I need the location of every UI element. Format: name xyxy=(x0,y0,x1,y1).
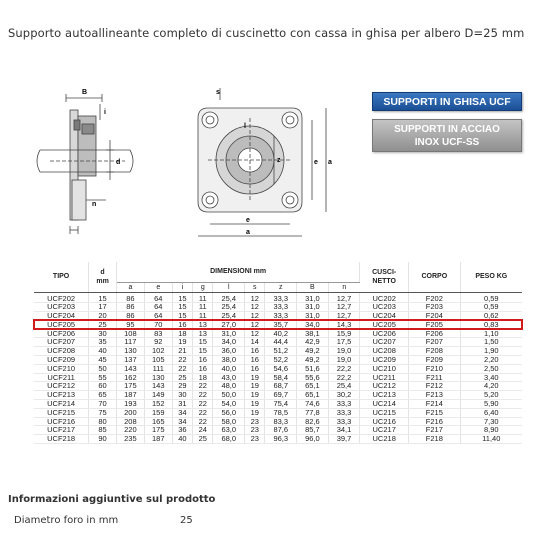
table-cell: UC202 xyxy=(360,292,409,303)
table-cell: 17,5 xyxy=(328,338,360,347)
dim-label-a-vertical: a xyxy=(328,159,332,166)
table-cell: UC206 xyxy=(360,329,409,338)
table-cell: 12 xyxy=(245,312,265,321)
table-cell: 38,0 xyxy=(213,356,245,365)
table-cell: 17 xyxy=(89,303,117,312)
table-cell: 193 xyxy=(116,400,144,409)
table-cell: UC211 xyxy=(360,373,409,382)
table-cell: UCF211 xyxy=(34,373,89,382)
table-cell: 25,4 xyxy=(213,303,245,312)
table-cell: 16 xyxy=(172,320,192,329)
table-cell: 20 xyxy=(89,312,117,321)
table-cell: 87,6 xyxy=(265,426,297,435)
table-cell: 86 xyxy=(116,292,144,303)
dim-label-B: B xyxy=(82,89,88,96)
table-cell: 22 xyxy=(193,417,213,426)
table-cell: 15 xyxy=(172,292,192,303)
table-cell: 85 xyxy=(89,426,117,435)
table-cell: 33,3 xyxy=(328,417,360,426)
table-cell: UC218 xyxy=(360,435,409,444)
table-cell: 23 xyxy=(245,417,265,426)
subheader-b-7: B xyxy=(297,282,329,292)
table-cell: 31,0 xyxy=(297,303,329,312)
table-cell: 16 xyxy=(193,364,213,373)
table-cell: 11 xyxy=(193,303,213,312)
table-cell: 7,30 xyxy=(460,417,522,426)
table-cell: 19 xyxy=(245,408,265,417)
table-cell: 25 xyxy=(89,320,117,329)
table-cell: 111 xyxy=(144,364,172,373)
table-cell: 34,0 xyxy=(213,338,245,347)
subheader-a-0: a xyxy=(116,282,144,292)
table-cell: 24 xyxy=(193,426,213,435)
table-cell: 12 xyxy=(245,329,265,338)
table-cell: 56,0 xyxy=(213,408,245,417)
dim-label-n: n xyxy=(92,201,97,208)
table-cell: 35 xyxy=(89,338,117,347)
dim-label-a-horizontal: a xyxy=(246,229,250,236)
table-cell: 29 xyxy=(172,382,192,391)
table-cell: F215 xyxy=(409,408,461,417)
page-title: Supporto autoallineante completo di cuscinetto con cassa in ghisa per albero D=25 mm xyxy=(8,26,525,40)
table-cell: 86 xyxy=(116,303,144,312)
table-cell: UCF205 xyxy=(34,320,89,329)
table-cell: 11 xyxy=(193,312,213,321)
table-cell: 220 xyxy=(116,426,144,435)
table-cell: UC210 xyxy=(360,364,409,373)
table-cell: 22,2 xyxy=(328,364,360,373)
table-cell: UCF215 xyxy=(34,408,89,417)
table-cell: UCF206 xyxy=(34,329,89,338)
table-cell: 86 xyxy=(116,312,144,321)
table-cell: 19 xyxy=(245,373,265,382)
table-cell: 200 xyxy=(116,408,144,417)
table-cell: 82,6 xyxy=(297,417,329,426)
table-cell: 12,7 xyxy=(328,292,360,303)
table-cell: 25,4 xyxy=(213,292,245,303)
table-cell: 90 xyxy=(89,435,117,444)
subheader-z-6: z xyxy=(265,282,297,292)
table-cell: 15 xyxy=(172,312,192,321)
table-cell: 49,2 xyxy=(297,356,329,365)
table-cell: 14 xyxy=(245,338,265,347)
table-cell: 25,4 xyxy=(328,382,360,391)
table-cell: UCF217 xyxy=(34,426,89,435)
table-cell: 74,6 xyxy=(297,400,329,409)
table-cell: 165 xyxy=(144,417,172,426)
table-cell: 54,6 xyxy=(265,364,297,373)
table-cell: 16 xyxy=(245,364,265,373)
table-cell: 38,1 xyxy=(297,329,329,338)
table-cell: 143 xyxy=(116,364,144,373)
table-cell: 0,83 xyxy=(460,320,522,329)
table-cell: 85,7 xyxy=(297,426,329,435)
table-cell: F203 xyxy=(409,303,461,312)
table-cell: 36 xyxy=(172,426,192,435)
table-row xyxy=(34,364,522,373)
table-cell: 16 xyxy=(245,347,265,356)
table-cell: 22 xyxy=(193,391,213,400)
table-cell: 22,2 xyxy=(328,373,360,382)
table-cell: 65 xyxy=(89,391,117,400)
table-cell: 22 xyxy=(193,382,213,391)
table-cell: 48,0 xyxy=(213,382,245,391)
table-cell: UCF212 xyxy=(34,382,89,391)
table-cell: UCF204 xyxy=(34,312,89,321)
table-cell: F213 xyxy=(409,391,461,400)
table-cell: UCF209 xyxy=(34,356,89,365)
table-cell: F214 xyxy=(409,400,461,409)
table-row xyxy=(34,408,522,417)
table-cell: 11 xyxy=(193,292,213,303)
table-cell: 0,62 xyxy=(460,312,522,321)
table-cell: 96,3 xyxy=(265,435,297,444)
info-label-diametro-foro: Diametro foro in mm xyxy=(14,515,119,526)
header-dimensioni: DIMENSIONI mm xyxy=(116,262,359,282)
subheader-g-3: g xyxy=(193,282,213,292)
table-cell: UC209 xyxy=(360,356,409,365)
table-cell: F208 xyxy=(409,347,461,356)
table-cell: 11,40 xyxy=(460,435,522,444)
table-cell: 137 xyxy=(116,356,144,365)
dim-label-z: z xyxy=(277,157,281,164)
table-cell: UCF218 xyxy=(34,435,89,444)
subheader-n-8: n xyxy=(328,282,360,292)
table-cell: 30,2 xyxy=(328,391,360,400)
table-cell: 33,3 xyxy=(328,400,360,409)
table-cell: UCF214 xyxy=(34,400,89,409)
specifications-table xyxy=(34,262,522,444)
technical-drawing xyxy=(30,80,370,260)
table-cell: 175 xyxy=(144,426,172,435)
table-cell: 36,0 xyxy=(213,347,245,356)
header-tipo: TIPO xyxy=(34,262,89,292)
table-cell: 21 xyxy=(172,347,192,356)
table-cell: F218 xyxy=(409,435,461,444)
table-cell: F216 xyxy=(409,417,461,426)
table-cell: 19 xyxy=(245,382,265,391)
table-cell: 16 xyxy=(245,356,265,365)
table-cell: 187 xyxy=(116,391,144,400)
table-cell: UC203 xyxy=(360,303,409,312)
header-corpo: CORPO xyxy=(409,262,461,292)
table-cell: UC208 xyxy=(360,347,409,356)
table-cell: UC215 xyxy=(360,408,409,417)
table-cell: UC217 xyxy=(360,426,409,435)
table-cell: 175 xyxy=(116,382,144,391)
table-cell: 5,20 xyxy=(460,391,522,400)
table-cell: 30 xyxy=(172,391,192,400)
table-cell: 33,3 xyxy=(265,303,297,312)
info-value-diametro-foro: 25 xyxy=(180,515,193,526)
table-cell: 68,7 xyxy=(265,382,297,391)
table-cell: 33,3 xyxy=(328,408,360,417)
dim-label-l: l xyxy=(244,123,246,130)
dim-label-e-horizontal: e xyxy=(246,217,250,224)
table-cell: 51,6 xyxy=(297,364,329,373)
table-cell: 15 xyxy=(172,303,192,312)
table-cell: 95 xyxy=(116,320,144,329)
inox-button-line1: SUPPORTI IN ACCIAO xyxy=(394,124,500,135)
table-cell: 31,0 xyxy=(213,329,245,338)
table-cell: 3,40 xyxy=(460,373,522,382)
table-cell: 34,0 xyxy=(297,320,329,329)
subheader-l-4: l xyxy=(213,282,245,292)
front-view xyxy=(198,88,326,236)
table-cell: 75,4 xyxy=(265,400,297,409)
table-row xyxy=(34,435,522,444)
table-cell: 12 xyxy=(245,303,265,312)
table-cell: 96,0 xyxy=(297,435,329,444)
table-cell: UCF216 xyxy=(34,417,89,426)
table-cell: 55 xyxy=(89,373,117,382)
table-cell: 235 xyxy=(116,435,144,444)
table-cell: 55,6 xyxy=(297,373,329,382)
table-cell: 22 xyxy=(172,356,192,365)
table-row xyxy=(34,320,522,329)
table-cell: 25 xyxy=(193,435,213,444)
info-section-heading: Informazioni aggiuntive sul prodotto xyxy=(8,494,216,505)
table-cell: 92 xyxy=(144,338,172,347)
table-cell: UCF210 xyxy=(34,364,89,373)
table-cell: 1,50 xyxy=(460,338,522,347)
supporti-inox-ucf-ss-button[interactable] xyxy=(372,119,522,152)
table-cell: 70 xyxy=(89,400,117,409)
table-cell: 58,0 xyxy=(213,417,245,426)
table-cell: 63,0 xyxy=(213,426,245,435)
table-cell: F207 xyxy=(409,338,461,347)
table-cell: F211 xyxy=(409,373,461,382)
table-cell: 0,59 xyxy=(460,303,522,312)
table-cell: 58,4 xyxy=(265,373,297,382)
table-cell: UCF213 xyxy=(34,391,89,400)
table-cell: F217 xyxy=(409,426,461,435)
table-cell: 23 xyxy=(245,426,265,435)
table-cell: 0,59 xyxy=(460,292,522,303)
table-cell: 12,7 xyxy=(328,312,360,321)
table-cell: 33,3 xyxy=(265,312,297,321)
table-cell: 65,1 xyxy=(297,382,329,391)
table-cell: 69,7 xyxy=(265,391,297,400)
table-cell: 149 xyxy=(144,391,172,400)
table-cell: F206 xyxy=(409,329,461,338)
table-cell: 33,3 xyxy=(265,292,297,303)
table-cell: UC213 xyxy=(360,391,409,400)
table-cell: 31 xyxy=(172,400,192,409)
table-cell: 15 xyxy=(89,292,117,303)
table-cell: 19,0 xyxy=(328,356,360,365)
table-cell: UCF208 xyxy=(34,347,89,356)
table-cell: 43,0 xyxy=(213,373,245,382)
table-cell: 15 xyxy=(193,347,213,356)
table-cell: 65,1 xyxy=(297,391,329,400)
header-peso: PESO KG xyxy=(460,262,522,292)
dim-label-e-vertical: e xyxy=(314,159,318,166)
table-cell: 25,4 xyxy=(213,312,245,321)
header-cuscinetto: CUSCI- NETTO xyxy=(360,262,409,292)
table-cell: 15,9 xyxy=(328,329,360,338)
table-cell: 19 xyxy=(172,338,192,347)
table-cell: 50 xyxy=(89,364,117,373)
table-cell: 40 xyxy=(89,347,117,356)
table-cell: 16 xyxy=(193,356,213,365)
subheader-i-2: i xyxy=(172,282,192,292)
table-cell: F212 xyxy=(409,382,461,391)
table-cell: 1,90 xyxy=(460,347,522,356)
table-cell: 187 xyxy=(144,435,172,444)
table-cell: 2,20 xyxy=(460,356,522,365)
table-cell: F205 xyxy=(409,320,461,329)
table-cell: 18 xyxy=(193,373,213,382)
table-cell: 31,0 xyxy=(297,292,329,303)
table-cell: 208 xyxy=(116,417,144,426)
table-cell: 4,20 xyxy=(460,382,522,391)
table-cell: 159 xyxy=(144,408,172,417)
header-d: d mm xyxy=(89,262,117,292)
table-cell: 75 xyxy=(89,408,117,417)
table-cell: 13 xyxy=(193,329,213,338)
table-cell: 40 xyxy=(172,435,192,444)
table-cell: 35,7 xyxy=(265,320,297,329)
table-cell: 13 xyxy=(193,320,213,329)
table-cell: 80 xyxy=(89,417,117,426)
table-cell: 27,0 xyxy=(213,320,245,329)
table-cell: F202 xyxy=(409,292,461,303)
table-cell: 44,4 xyxy=(265,338,297,347)
dim-label-s: s xyxy=(216,89,220,96)
table-cell: 162 xyxy=(116,373,144,382)
subheader-s-5: s xyxy=(245,282,265,292)
table-cell: 8,90 xyxy=(460,426,522,435)
table-cell: 40,2 xyxy=(265,329,297,338)
table-cell: 45 xyxy=(89,356,117,365)
subheader-e-1: e xyxy=(144,282,172,292)
dim-label-i: i xyxy=(104,109,106,116)
table-cell: 51,2 xyxy=(265,347,297,356)
table-cell: 40,0 xyxy=(213,364,245,373)
table-cell: 12,7 xyxy=(328,303,360,312)
table-cell: 22 xyxy=(193,400,213,409)
table-cell: 22 xyxy=(172,364,192,373)
supporti-ghisa-ucf-button[interactable]: SUPPORTI IN GHISA UCF xyxy=(372,92,522,111)
table-cell: 108 xyxy=(116,329,144,338)
table-cell: 52,2 xyxy=(265,356,297,365)
table-cell: UC216 xyxy=(360,417,409,426)
table-cell: 49,2 xyxy=(297,347,329,356)
table-cell: 102 xyxy=(144,347,172,356)
table-cell: 5,90 xyxy=(460,400,522,409)
table-cell: 18 xyxy=(172,329,192,338)
dim-label-d: d xyxy=(116,159,121,166)
table-cell: 23 xyxy=(245,435,265,444)
table-cell: 152 xyxy=(144,400,172,409)
table-cell: 30 xyxy=(89,329,117,338)
table-cell: 83,3 xyxy=(265,417,297,426)
table-cell: 15 xyxy=(193,338,213,347)
table-cell: 19 xyxy=(245,391,265,400)
table-cell: 64 xyxy=(144,303,172,312)
table-cell: 19,0 xyxy=(328,347,360,356)
table-cell: 31,0 xyxy=(297,312,329,321)
table-cell: 19 xyxy=(245,400,265,409)
table-cell: UCF202 xyxy=(34,292,89,303)
table-cell: 34,1 xyxy=(328,426,360,435)
table-cell: 68,0 xyxy=(213,435,245,444)
table-cell: 64 xyxy=(144,292,172,303)
inox-button-line2: INOX UCF-SS xyxy=(414,137,480,148)
table-cell: UCF203 xyxy=(34,303,89,312)
table-cell: 77,8 xyxy=(297,408,329,417)
table-cell: UCF207 xyxy=(34,338,89,347)
table-cell: 22 xyxy=(193,408,213,417)
table-cell: 34 xyxy=(172,408,192,417)
table-cell: 117 xyxy=(116,338,144,347)
table-cell: 143 xyxy=(144,382,172,391)
table-cell: 39,7 xyxy=(328,435,360,444)
table-cell: 12 xyxy=(245,292,265,303)
table-cell: 1,10 xyxy=(460,329,522,338)
table-cell: 64 xyxy=(144,312,172,321)
table-cell: UC204 xyxy=(360,312,409,321)
table-cell: 130 xyxy=(144,373,172,382)
table-cell: 25 xyxy=(172,373,192,382)
table-cell: 6,40 xyxy=(460,408,522,417)
table-cell: 60 xyxy=(89,382,117,391)
table-cell: 42,9 xyxy=(297,338,329,347)
table-cell: 14,3 xyxy=(328,320,360,329)
table-cell: 12 xyxy=(245,320,265,329)
table-cell: 2,50 xyxy=(460,364,522,373)
table-cell: 34 xyxy=(172,417,192,426)
table-cell: 130 xyxy=(116,347,144,356)
table-row xyxy=(34,292,522,303)
table-cell: F204 xyxy=(409,312,461,321)
table-cell: F209 xyxy=(409,356,461,365)
table-cell: 54,0 xyxy=(213,400,245,409)
table-cell: 50,0 xyxy=(213,391,245,400)
table-cell: UC205 xyxy=(360,320,409,329)
table-cell: F210 xyxy=(409,364,461,373)
table-cell: UC214 xyxy=(360,400,409,409)
table-cell: 70 xyxy=(144,320,172,329)
table-cell: 83 xyxy=(144,329,172,338)
table-cell: 78,5 xyxy=(265,408,297,417)
table-cell: UC212 xyxy=(360,382,409,391)
table-cell: 105 xyxy=(144,356,172,365)
table-cell: UC207 xyxy=(360,338,409,347)
